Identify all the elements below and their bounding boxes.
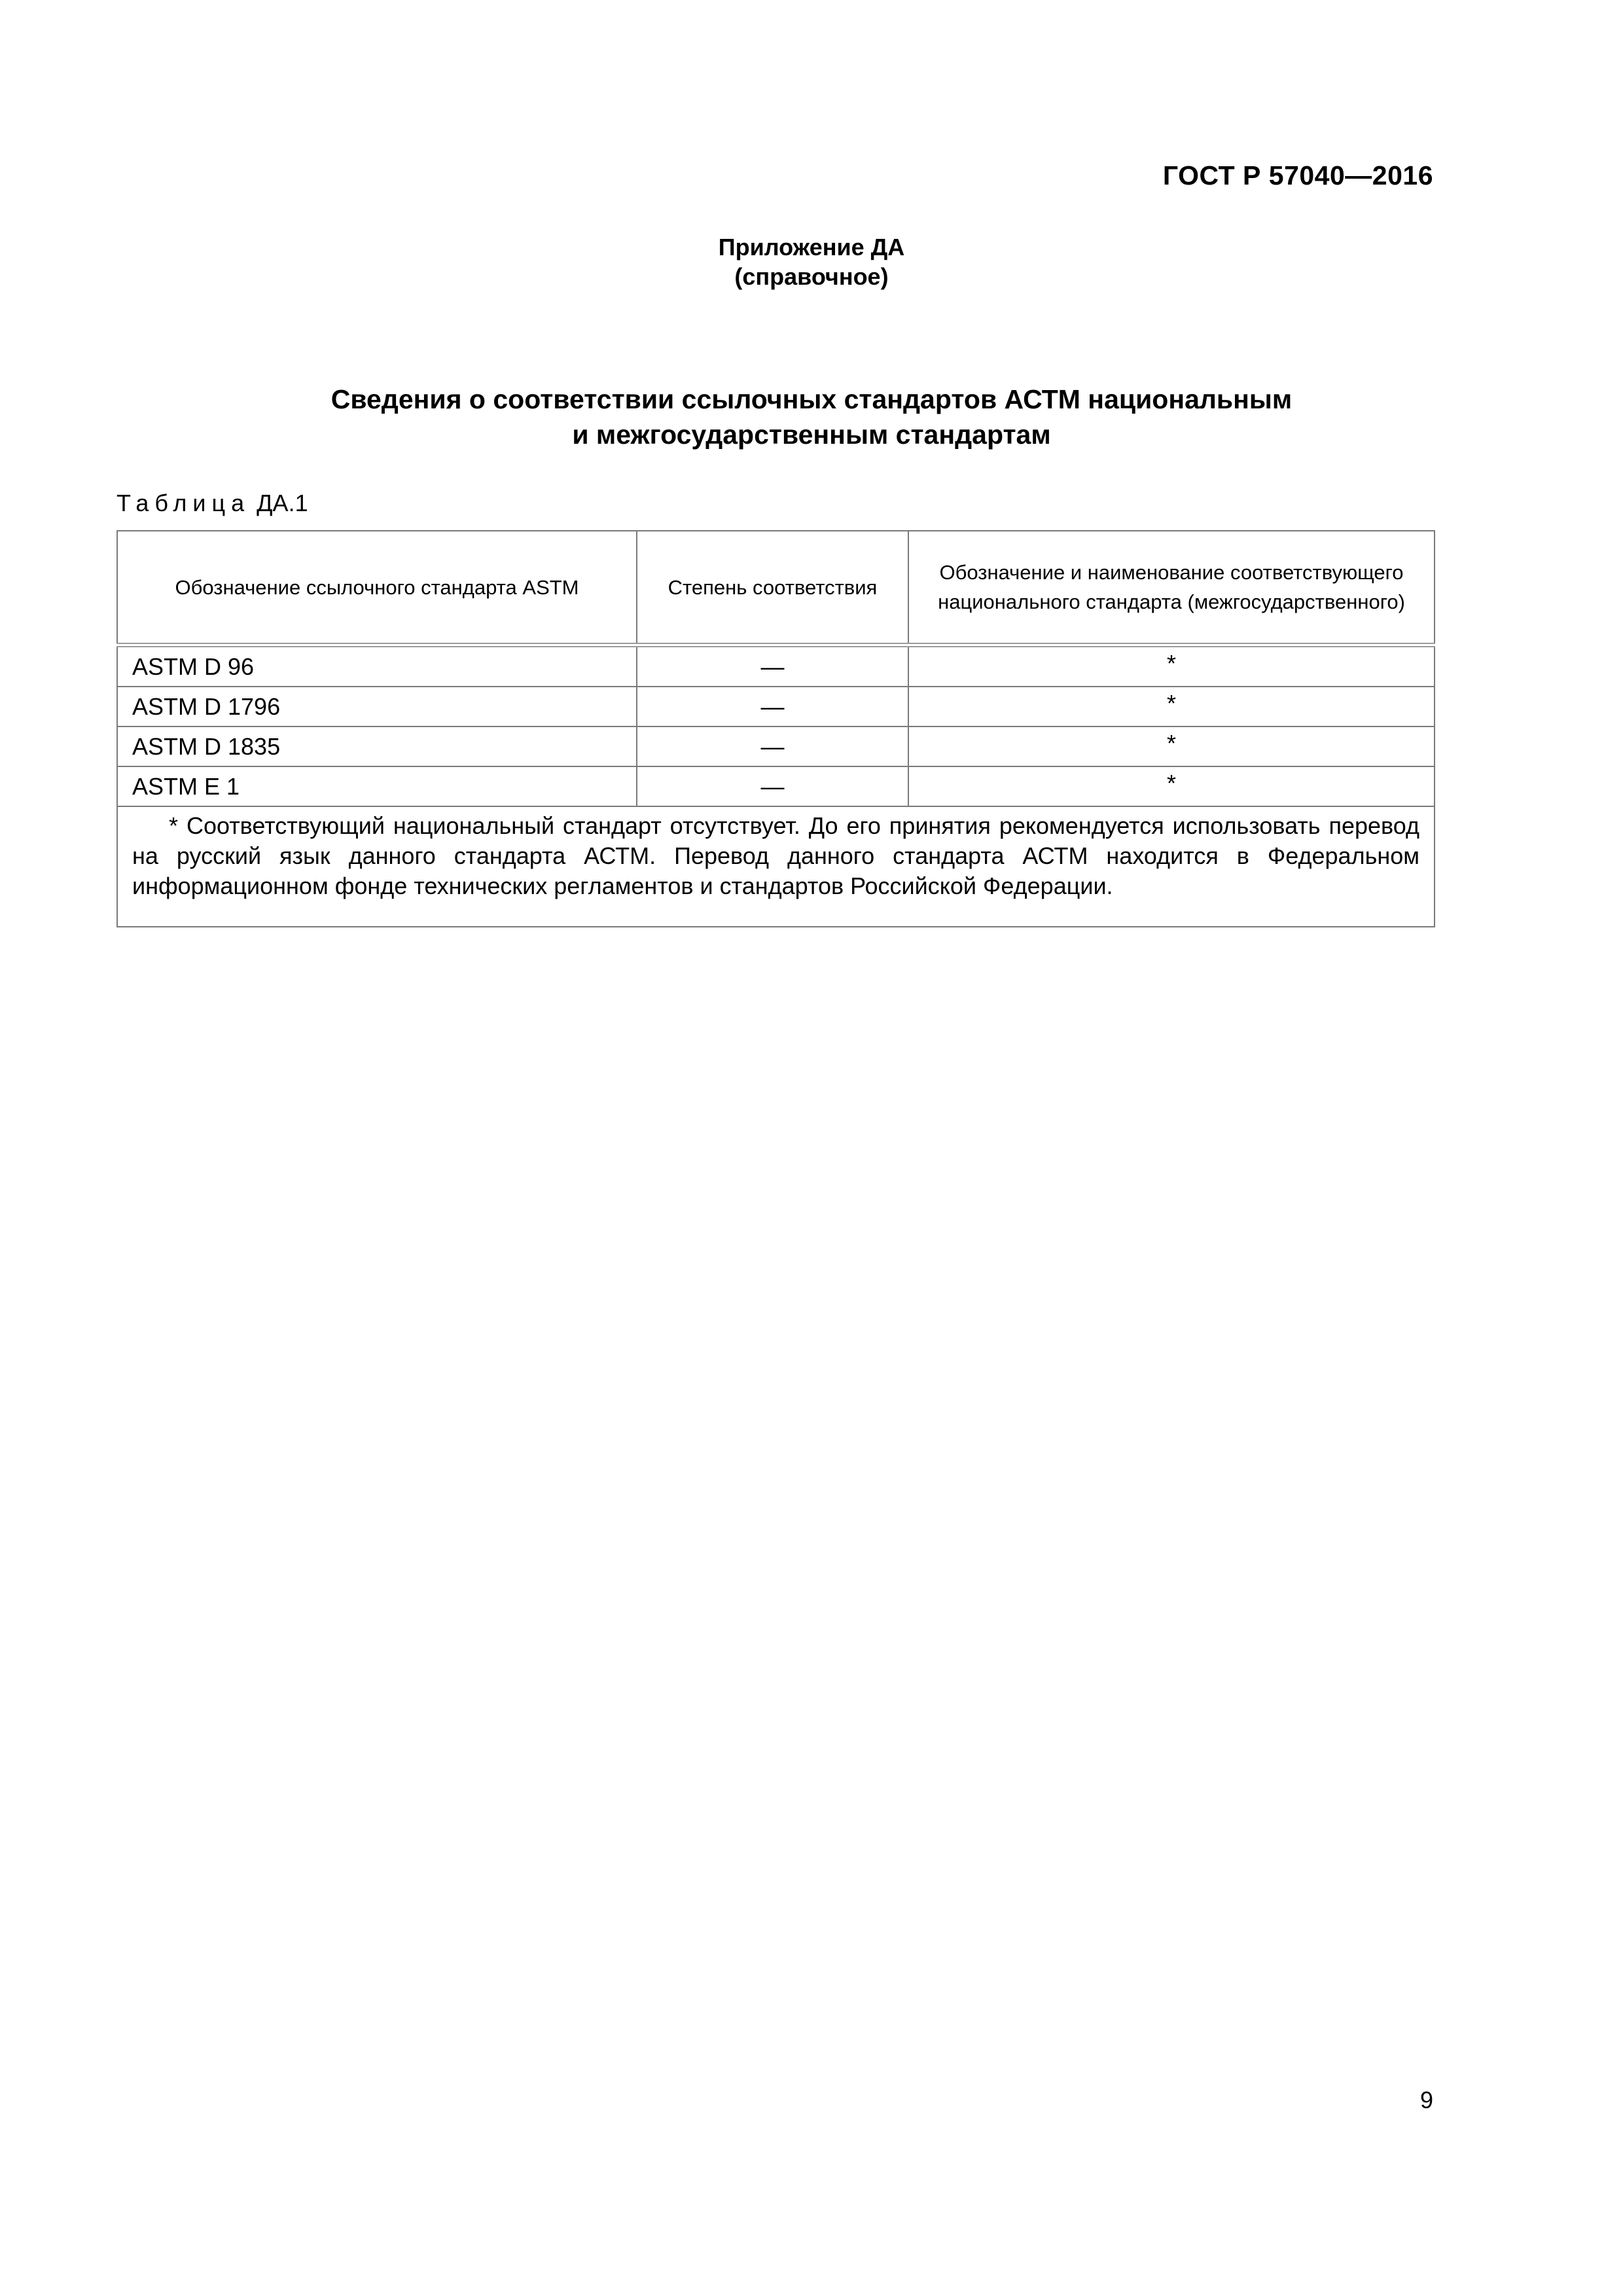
cell-standard: ASTM D 1796 [117,687,637,726]
table-footnote: * Соответствующий национальный стандарт отсутствует. До его принятия рекомендуется использовать перевод на русский язык данного стандарта АСТМ. Перевод данного стандарта АСТМ находится в Федеральном информационном фонде технических регламентов и стандартов Российской Федерации. [132,812,1419,899]
cell-national: * [908,766,1435,806]
section-title-line-2: и межгосударственным стандартам [572,420,1051,450]
header-degree-of-correspondence: Степень соответствия [637,531,908,645]
table-row [117,726,1435,766]
page-number: 9 [1419,2087,1433,2113]
appendix-title: Приложение ДА [718,234,905,260]
cell-national: * [908,645,1435,687]
table-caption-prefix: Таблица [116,490,251,516]
cell-national: * [908,726,1435,766]
table-footnote-cell [117,806,1435,927]
cell-degree: — [637,687,908,726]
cell-degree: — [637,766,908,806]
cell-standard: ASTM D 96 [117,645,637,687]
table-footnote-row [117,806,1435,927]
table-row [117,766,1435,806]
appendix-status: (справочное) [734,263,889,290]
cell-degree: — [637,645,908,687]
cell-standard: ASTM D 1835 [117,726,637,766]
table-header-row [117,531,1435,645]
cell-degree: — [637,726,908,766]
header-national-standard: Обозначение и наименование соответствующего национального стандарта (межгосударственного) [908,531,1435,645]
header-astm-designation: Обозначение ссылочного стандарта ASTM [117,531,637,645]
table-row [117,645,1435,687]
section-title-line-1: Сведения о соответствии ссылочных стандартов АСТМ национальным [330,384,1293,414]
standards-table [116,530,1435,927]
cell-standard: ASTM E 1 [117,766,637,806]
table-caption [116,490,308,517]
cell-national: * [908,687,1435,726]
table-row [117,687,1435,726]
document-code: ГОСТ Р 57040—2016 [1162,160,1433,190]
table-caption-number: ДА.1 [257,490,308,516]
